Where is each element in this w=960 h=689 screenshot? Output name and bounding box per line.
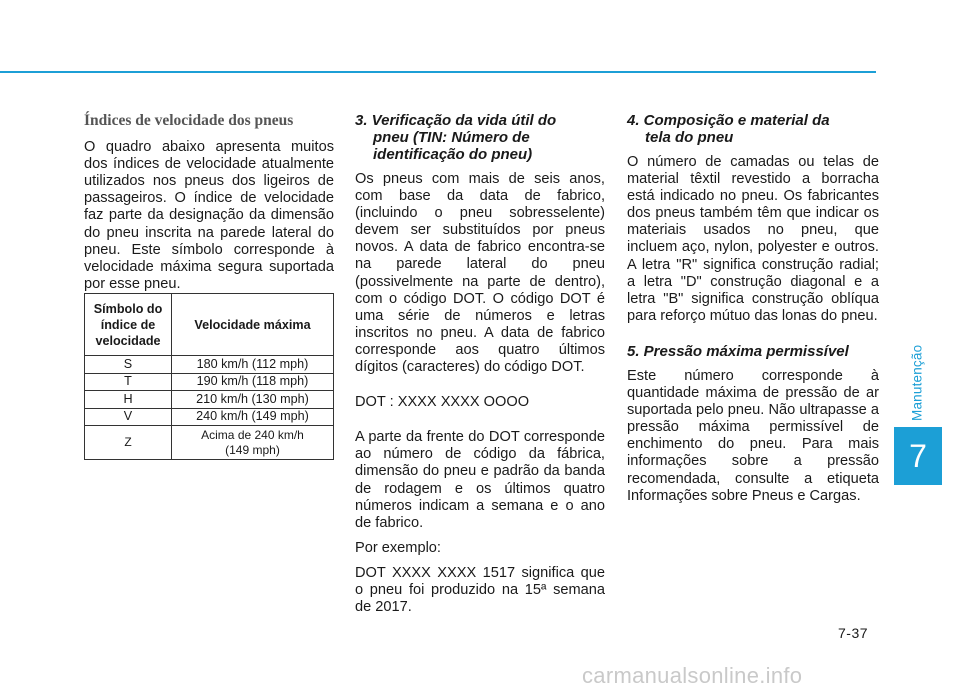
column-3 — [627, 112, 879, 505]
speed-cell — [172, 426, 334, 460]
speed-cell: 190 km/h (118 mph) — [172, 373, 334, 391]
speed-index-paragraph: O quadro abaixo apresenta muitos dos índices de velocidade atualmente utilizados nos pneus dos ligeiros de passageiros. O índice de velocidade faz parte da designação da dimensão do pneu inscrita na parede lateral do pneu. Este símbolo corresponde à velocidade máxima segura suportada por esse pneu. — [84, 139, 334, 292]
dot-code: DOT : XXXX XXXX OOOO — [355, 394, 530, 411]
tin-paragraph-2: A parte da frente do DOT corresponde ao número de código da fábrica, dimensão do pneu e padrão da banda de rodagem e os últimos quatro números indicam a semana e o ano de fabrico. — [355, 429, 605, 531]
speed-cell: 240 km/h (149 mph) — [172, 408, 334, 426]
speed-cell: 210 km/h (130 mph) — [172, 391, 334, 409]
header-symbol: Símbolo do índice de velocidade — [85, 294, 172, 356]
symbol-cell: S — [85, 356, 172, 374]
composition-heading-line-1: 4. Composição e material da — [627, 112, 830, 129]
tin-paragraph-4: DOT XXXX XXXX 1517 significa que o pneu foi produzido na 15ª semana de 2017. — [355, 564, 605, 616]
tin-paragraph-3: Por exemplo: — [355, 539, 441, 556]
symbol-cell: H — [85, 391, 172, 409]
tin-heading-line-3: identificação do pneu) — [373, 146, 533, 163]
speed-line-1: Acima de 240 km/h — [201, 427, 304, 442]
composition-paragraph: O número de camadas ou telas de material têxtil revestido a borracha está indicado no pneu. Os fabricantes dos pneus também têm que indicar os materiais usados no pneu, que incluem aço, nylon, polyester e outros. A letra "R" significa construção radial; a letra "D" construção diagonal e a letra "B" significa construção oblíqua para reforço mútuo das lonas do pneu. — [627, 154, 879, 324]
table-row — [85, 356, 334, 374]
top-rule — [0, 71, 876, 73]
speed-index-table — [84, 293, 334, 460]
table-row — [85, 373, 334, 391]
column-2 — [355, 112, 605, 616]
column-1 — [84, 112, 334, 293]
composition-heading-line-2: tela do pneu — [645, 129, 734, 146]
page-number: 7-37 — [838, 625, 869, 641]
watermark: carmanualsonline.info — [582, 663, 803, 688]
header-speed: Velocidade máxima — [172, 294, 334, 356]
speed-cell: 180 km/h (112 mph) — [172, 356, 334, 374]
chapter-number-badge: 7 — [894, 427, 942, 485]
tin-heading — [355, 112, 605, 163]
section-label: Manutenção — [909, 344, 925, 422]
symbol-cell: Z — [85, 426, 172, 460]
tin-heading-line-1: 3. Verificação da vida útil do — [355, 112, 557, 129]
composition-heading — [627, 112, 879, 146]
tin-heading-line-2: pneu (TIN: Número de — [373, 129, 530, 146]
table-row — [85, 391, 334, 409]
symbol-cell: V — [85, 408, 172, 426]
speed-index-heading: Índices de velocidade dos pneus — [84, 112, 294, 129]
speed-line-2: (149 mph) — [225, 442, 280, 457]
pressure-paragraph: Este número corresponde à quantidade máxima de pressão de ar suportada pelo pneu. Não ultrapasse a pressão máxima permissível de enchimento do pneu. Para mais informações sobre a pressão recomendada, consulte a etiqueta Informações sobre Pneus e Cargas. — [627, 367, 879, 504]
pressure-heading: 5. Pressão máxima permissível — [627, 342, 849, 360]
tin-paragraph-1: Os pneus com mais de seis anos, com base da data de fabrico, (incluindo o pneu sobresselente) devem ser substituídos por pneus novos. A data de fabrico encontra-se na parede lateral do pneu (possivelmente na parte de dentro), com o código DOT. O código DOT é uma série de números e letras inscritos no pneu. A data de fabrico corresponde aos quatro últimos dígitos (caracteres) do código DOT. — [355, 171, 605, 376]
table-row — [85, 426, 334, 460]
table-row — [85, 408, 334, 426]
symbol-cell: T — [85, 373, 172, 391]
table-header-row — [85, 294, 334, 356]
